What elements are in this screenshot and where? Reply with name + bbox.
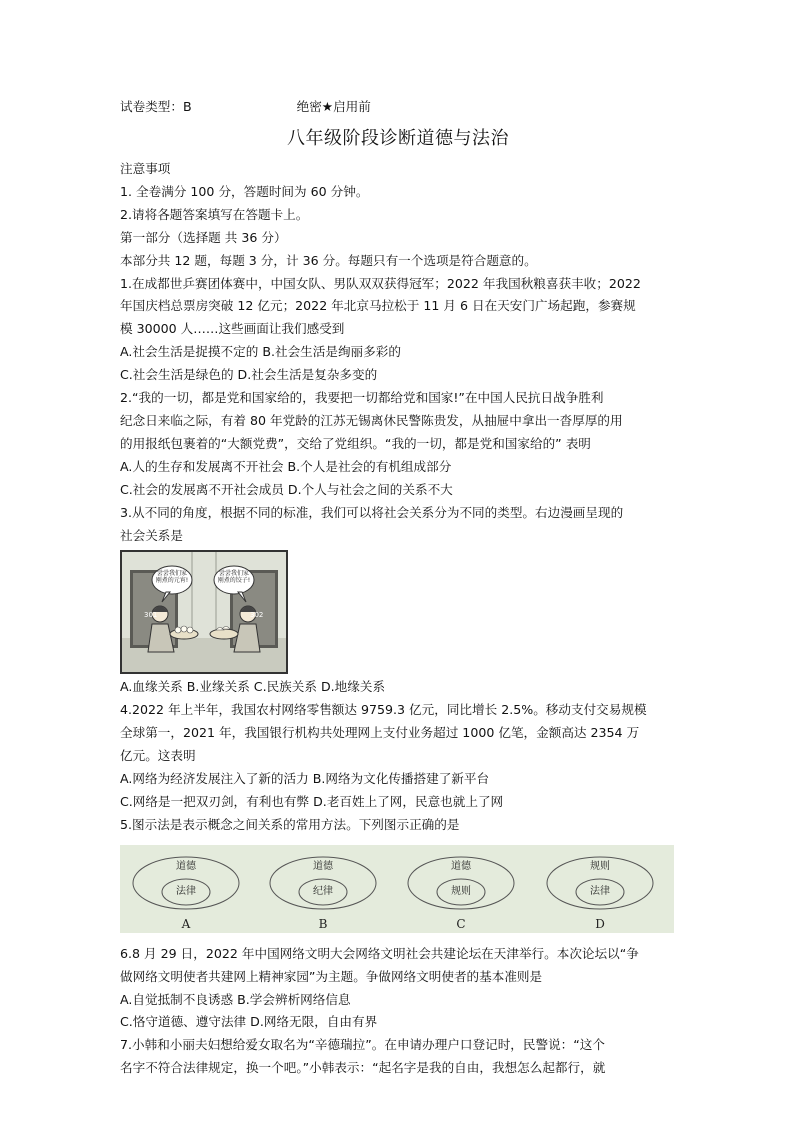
exam-type-label: 试卷类型：B (120, 99, 192, 114)
q2-options-ab: A.人的生存和发展离不开社会 B.个人是社会的有机组成部分 (120, 458, 452, 474)
diagram-b-letter: B (318, 916, 328, 931)
diagram-b-inner-label: 纪律 (313, 885, 333, 897)
q6-options-ab: A.自觉抵制不良诱惑 B.学会辨析网络信息 (120, 991, 351, 1007)
part1-description: 本部分共 12 题，每题 3 分，计 36 分。每题只有一个选项是符合题意的。 (120, 252, 537, 268)
note-item-2: 2.请将各题答案填写在答题卡上。 (120, 206, 309, 222)
question-2 (120, 387, 676, 502)
part1-heading: 第一部分（选择题 共 36 分） (120, 229, 287, 245)
q4-options-cd: C.网络是一把双刃剑，有利也有弊 D.老百姓上了网，民意也就上了网 (120, 793, 504, 809)
diagram-b-outer-label: 道德 (313, 860, 333, 872)
q6-stem-line-2: 做网络文明使者共建网上精神家园”为主题。争做网络文明使者的基本准则是 (120, 968, 543, 984)
diagram-b (267, 855, 379, 931)
q2-stem-line-3: 的用报纸包裹着的“大额党费”，交给了党组织。“我的一切，都是党和国家给的” 表明 (120, 435, 591, 451)
diagram-d-outer-label: 规则 (590, 860, 610, 872)
q1-stem-line-2: 年国庆档总票房突破 12 亿元；2022 年北京马拉松于 11 月 6 日在天安门广场起跑，参赛规 (120, 298, 636, 314)
diagram-a-outer-label: 道德 (176, 860, 196, 872)
notes-heading: 注意事项 (120, 161, 171, 176)
diagram-a-letter: A (181, 916, 191, 931)
question-5 (120, 814, 676, 933)
diagram-c (405, 855, 517, 931)
diagram-c-letter: C (456, 916, 466, 931)
q1-options-ab: A.社会生活是捉摸不定的 B.社会生活是绚丽多彩的 (120, 344, 401, 360)
q4-stem-line-2: 全球第一，2021 年，我国银行机构共处理网上支付业务超过 1000 亿笔，金额高达 2354 万 (120, 725, 640, 741)
question-6 (120, 943, 676, 1035)
q2-stem-line-1: 2.“我的一切，都是党和国家给的，我要把一切都给党和国家!”在中国人民抗日战争胜利 (120, 390, 604, 406)
q6-options-cd: C.恪守道德、遵守法律 D.网络无限，自由有界 (120, 1014, 378, 1030)
diagram-d-letter: D (595, 916, 605, 931)
q1-options-cd: C.社会生活是绿色的 D.社会生活是复杂多变的 (120, 367, 378, 383)
q7-stem-line-1: 7.小韩和小丽夫妇想给爱女取名为“辛德瑞拉”。在申请办理户口登记时，民警说：“这个 (120, 1037, 605, 1053)
question-3 (120, 502, 676, 700)
q4-stem-line-3: 亿元。这表明 (120, 748, 196, 764)
door-number-right: 302 (250, 611, 264, 620)
question-7 (120, 1034, 676, 1080)
diagram-c-outer-label: 道德 (451, 860, 471, 872)
q4-options-ab: A.网络为经济发展注入了新的活力 B.网络为文化传播搭建了新平台 (120, 771, 490, 787)
question-4 (120, 699, 676, 814)
q1-stem-line-1: 1.在成都世乒赛团体赛中，中国女队、男队双双获得冠军；2022 年我国秋粮喜获丰收；2022 (120, 275, 641, 291)
diagram-d (544, 855, 656, 931)
diagram-d-inner-label: 法律 (590, 885, 610, 897)
speech-bubble-right: 尝尝我们家刚煮的饺子! (217, 570, 251, 585)
q2-stem-line-2: 纪念日来临之际，有着 80 年党龄的江苏无锡离休民警陈贵发，从抽屉中拿出一沓厚厚的用 (120, 412, 623, 428)
exam-header (120, 96, 676, 118)
diagram-a-inner-label: 法律 (176, 885, 196, 897)
q7-stem-line-2: 名字不符合法律规定，换一个吧。”小韩表示：“起名字是我的自由，我想怎么起都行，就 (120, 1060, 606, 1076)
q3-options: A.血缘关系 B.业缘关系 C.民族关系 D.地缘关系 (120, 679, 386, 695)
diagram-c-inner-label: 规则 (451, 885, 471, 897)
page-title: 八年级阶段诊断道德与法治 (287, 128, 509, 149)
q3-stem-line-2: 社会关系是 (120, 527, 183, 543)
q5-stem: 5.图示法是表示概念之间关系的常用方法。下列图示正确的是 (120, 816, 460, 832)
door-number-left: 301 (144, 611, 158, 620)
neighbor-cartoon-image (120, 550, 288, 674)
exam-page (120, 96, 676, 1080)
q3-stem-line-1: 3.从不同的角度，根据不同的标准，我们可以将社会关系分为不同的类型。右边漫画呈现的 (120, 504, 624, 520)
q5-diagram-panel (120, 845, 674, 933)
q4-stem-line-1: 4.2022 年上半年，我国农村网络零售额达 9759.3 亿元，同比增长 2.5%。移动支付交易规模 (120, 702, 647, 718)
q1-stem-line-3: 模 30000 人……这些画面让我们感受到 (120, 321, 345, 337)
secret-label: 绝密★启用前 (296, 99, 371, 114)
q6-stem-line-1: 6.8 月 29 日，2022 年中国网络文明大会网络文明社会共建论坛在天津举行。本次论坛以“争 (120, 945, 639, 961)
speech-bubble-left: 尝尝我们家刚煮的元宵! (155, 570, 189, 585)
diagram-a (130, 855, 242, 931)
q2-options-cd: C.社会的发展离不开社会成员 D.个人与社会之间的关系不大 (120, 481, 453, 497)
note-item-1: 1. 全卷满分 100 分，答题时间为 60 分钟。 (120, 183, 369, 199)
question-1 (120, 273, 676, 388)
